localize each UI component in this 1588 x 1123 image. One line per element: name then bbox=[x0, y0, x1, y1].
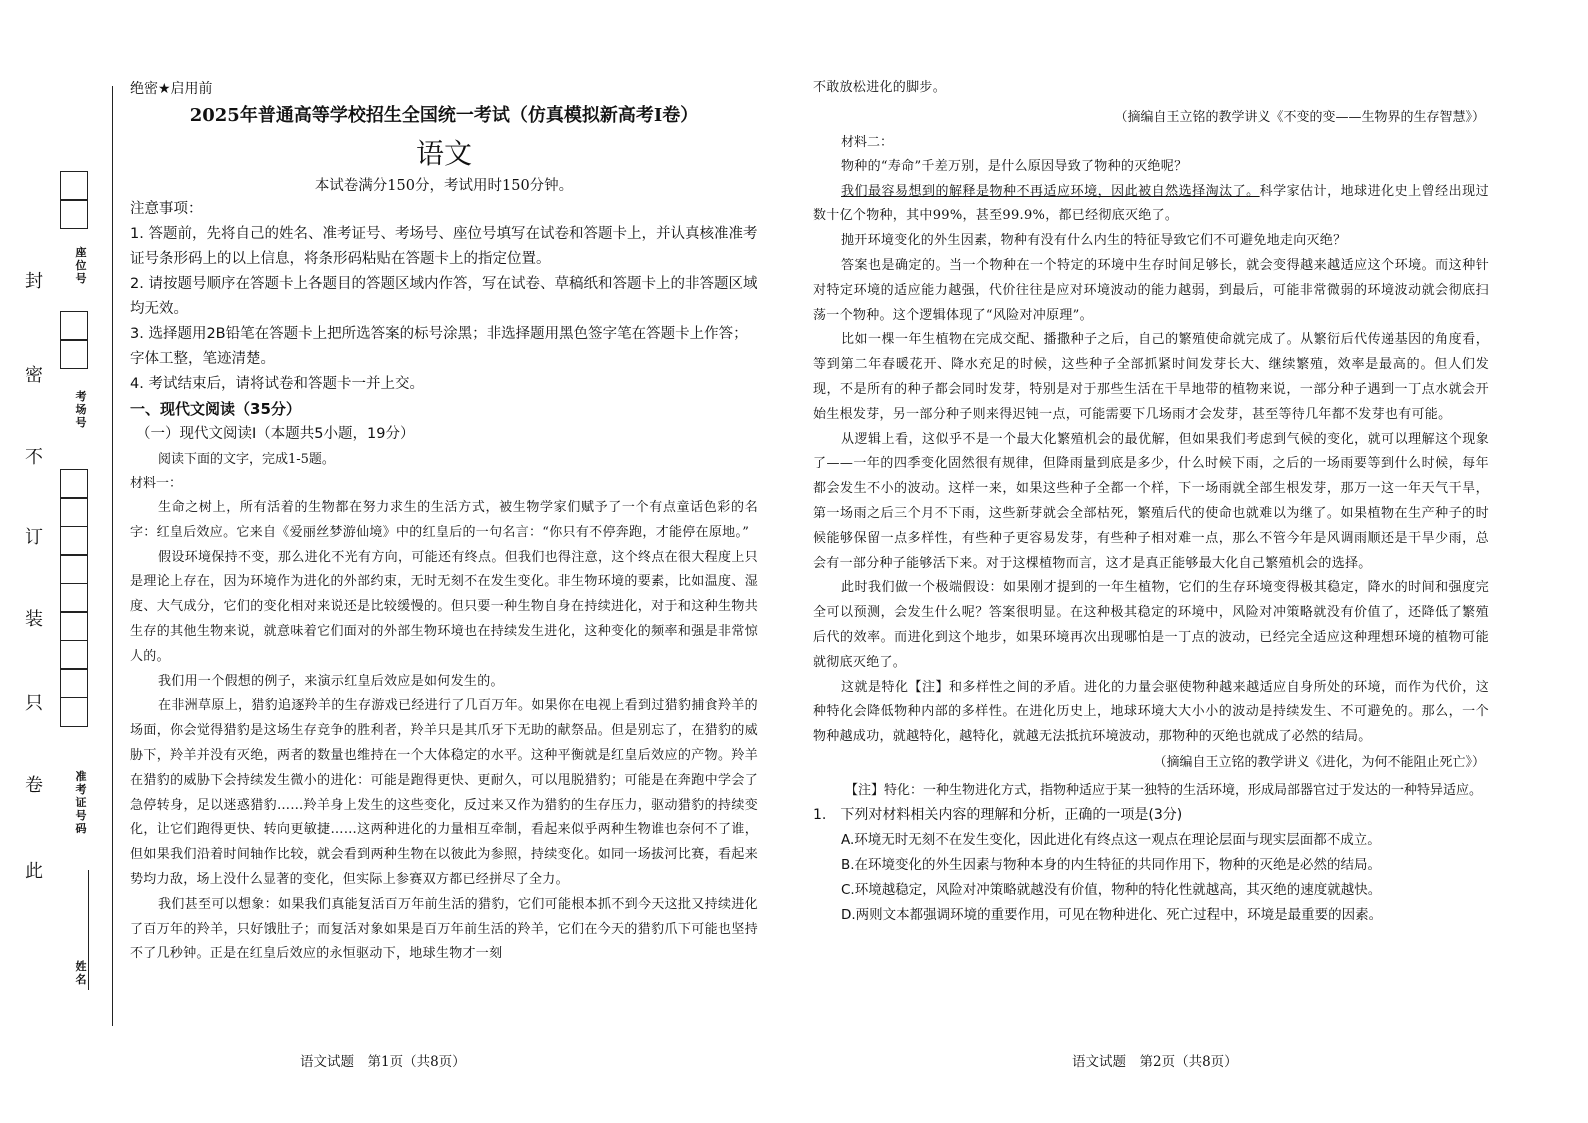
seal-char: 不 bbox=[25, 447, 43, 468]
paragraph: 比如一棵一年生植物在完成交配、播撒种子之后，自己的繁殖使命就完成了。从繁衍后代传递基因的角度看，等到第二年春暖花开、降水充足的时候，这些种子全部抓紧时间发芽长大、继续繁殖，效率是最高的。但人们发现，不是所有的种子都会同时发芽，特别是对于那些生活在干旱地带的植物来说，一部分种子遇到一丁点水就会开始生根发芽，另一部分种子则来得迟钝一点，可能需要下几场雨才会发芽，甚至等待几年都不发芽也有可能。 bbox=[813, 332, 1489, 422]
seal-char: 此 bbox=[25, 861, 43, 882]
input-box[interactable] bbox=[60, 668, 88, 698]
page-footer: 语文试题 第1页（共8页） bbox=[300, 1054, 466, 1070]
footnote: 【注】特化：一种生物进化方式，指物种适应于某一独特的生活环境，形成局部器官过于发达的一种特异适应。 bbox=[845, 782, 1483, 798]
paragraph: 在非洲草原上，猎豹追逐羚羊的生存游戏已经进行了几百万年。如果你在电视上看到过猎豹捕食羚羊的场面，你会觉得猎豹是这场生存竞争的胜利者，羚羊只是其爪牙下无助的献祭品。但是别忘了，在猎豹的威胁下，羚羊并没有灭绝，两者的数量也维持在一个大体稳定的水平。这种平衡就是红皇后效应的产物。羚羊在猎豹的威胁下会持续发生微小的进化：可能是跑得更快、更耐久，可以甩脱猎豹；可能是在奔跑中学会了急停转身，足以迷惑猎豹……羚羊身上发生的这些变化，反过来又作为猎豹的生存压力，驱动猎豹的持续变化，让它们跑得更快、转向更敏捷……这两种进化的力量相互牵制，看起来似乎两种生物谁也奈何不了谁，但如果我们沿着时间轴作比较，就会看到两种生物在以彼此为参照，持续变化。如同一场拔河比赛，看起来势均力敌，场上没什么显著的变化，但实际上参赛双方都已经拼尽了全力。 bbox=[130, 698, 758, 887]
page-1 bbox=[130, 78, 758, 967]
seal-char: 只 bbox=[25, 693, 43, 714]
paragraph bbox=[813, 180, 1489, 230]
id-number-boxes[interactable] bbox=[60, 470, 88, 727]
input-box[interactable] bbox=[60, 583, 88, 613]
subject-title: 语文 bbox=[415, 137, 472, 170]
paragraph: 生命之树上，所有活着的生物都在努力求生的生活方式，被生物学家们赋予了一个有点童话色彩的名字：红皇后效应。它来自《爱丽丝梦游仙境》中的红皇后的一句名言：“你只有不停奔跑，才能停在原地。” bbox=[130, 500, 758, 540]
question-stem: 1. 下列对材料相关内容的理解和分析，正确的一项是(3分) bbox=[813, 806, 1183, 823]
paragraph: 假设环境保持不变，那么进化不光有方向，可能还有终点。但我们也得注意，这个终点在很大程度上只是理论上存在，因为环境作为进化的外部约束，无时无刻不在发生变化。非生物环境的要素，比如温度、湿度、大气成分，它们的变化相对来说还是比较缓慢的。但只要一种生物自身在持续进化，对于和这种生物共生存的其他生物来说，就意味着它们面对的外部生物环境也在持续发生进化，这种变化的频率和强是非常惊人的。 bbox=[130, 549, 758, 664]
source-citation: （摘编自王立铭的教学讲义《不变的变——生物界的生存智慧》） bbox=[1114, 109, 1485, 125]
input-box[interactable] bbox=[60, 199, 88, 229]
seal-char: 封 bbox=[25, 271, 43, 292]
binding-margin bbox=[0, 0, 112, 1123]
name-label: 姓名 bbox=[75, 960, 87, 986]
subsection-heading: （一）现代文阅读Ⅰ（本题共5小题，19分） bbox=[136, 426, 415, 442]
seal-char: 装 bbox=[25, 609, 43, 630]
paragraph: 抛开环境变化的外生因素，物种有没有什么内生的特征导致它们不可避免地走向灭绝？ bbox=[841, 233, 1347, 249]
seat-number-boxes[interactable] bbox=[60, 172, 88, 229]
paragraph-continuation: 不敢放松进化的脚步。 bbox=[813, 80, 947, 95]
exam-title: 2025年普通高等学校招生全国统一考试（仿真模拟新高考Ⅰ卷） bbox=[189, 105, 699, 126]
section-heading: 一、现代文阅读（35分） bbox=[130, 400, 301, 418]
answer-option-b[interactable]: B.在环境变化的外生因素与物种本身的内生特征的共同作用下，物种的灭绝是必然的结局。 bbox=[841, 856, 1382, 873]
room-number-label: 考场号 bbox=[75, 390, 87, 429]
paragraph: 这就是特化【注】和多样性之间的矛盾。进化的力量会驱使物种越来越适应自身所处的环境，而作为代价，这种特化会降低物种内部的多样性。在进化历史上，地球环境大大小小的波动是持续发生、不可避免的。那么，一个物种越成功，就越特化，越特化，就越无法抵抗环境波动，那物种的灭绝也就成了必然的结局。 bbox=[813, 679, 1489, 745]
paragraph: 我们用一个假想的例子，来演示红皇后效应是如何发生的。 bbox=[158, 673, 504, 689]
material-title: 材料二： bbox=[841, 134, 894, 150]
input-box[interactable] bbox=[60, 611, 88, 641]
material-title: 材料一： bbox=[130, 476, 183, 491]
seal-char: 卷 bbox=[25, 775, 43, 796]
page-footer: 语文试题 第2页（共8页） bbox=[1072, 1054, 1238, 1070]
input-box[interactable] bbox=[60, 171, 88, 201]
full-score: 本试卷满分150分，考试用时150分钟。 bbox=[314, 178, 574, 194]
underlined-sentence: 我们最容易想到的解释是物种不再适应环境，因此被自然选择淘汰了。 bbox=[841, 183, 1260, 199]
paragraph: 答案也是确定的。当一个物种在一个特定的环境中生存时间足够长，就会变得越来越适应这个环境。而这种针对特定环境的适应能力越强，代价往往是应对环境波动的能力越弱，到最后，可能非常微弱的环境波动就会彻底扫荡一个物种。这个逻辑体现了“风险对冲原理”。 bbox=[813, 257, 1489, 323]
binding-divider bbox=[112, 86, 113, 1026]
notice-item: 3. 选择题用2B铅笔在答题卡上把所选答案的标号涂黑；非选择题用黑色签字笔在答题卡上作答；字体工整，笔迹清楚。 bbox=[130, 326, 748, 367]
notice-item: 2. 请按题号顺序在答题卡上各题目的答题区域内作答，写在试卷、草稿纸和答题卡上的非答题区域均无效。 bbox=[130, 276, 758, 317]
seal-char: 订 bbox=[25, 527, 43, 548]
answer-option-c[interactable]: C.环境越稳定，风险对冲策略就越没有价值，物种的特化性就越高，其灭绝的速度就越快。 bbox=[841, 881, 1382, 898]
sentence: 科学家估计，地球进化史上曾经出现过数十亿个物种，其中99%，甚至99.9%，都已经彻底灭绝了。 bbox=[813, 183, 1489, 224]
instruction: 阅读下面的文字，完成1-5题。 bbox=[158, 452, 335, 467]
notice-title: 注意事项： bbox=[130, 201, 203, 217]
input-box[interactable] bbox=[60, 497, 88, 527]
input-box[interactable] bbox=[60, 697, 88, 727]
seal-char: 密 bbox=[25, 365, 43, 386]
page-2 bbox=[813, 76, 1489, 928]
paragraph: 此时我们做一个极端假设：如果刚才提到的一年生植物，它们的生存环境变得极其稳定，降水的时间和强度完全可以预测，会发生什么呢？答案很明显。在这种极其稳定的环境中，风险对冲策略就没有价值了，还降低了繁殖后代的效率。而进化到这个地步，如果环境再次出现哪怕是一丁点的波动，已经完全适应这种理想环境的植物可能就彻底灭绝了。 bbox=[813, 580, 1489, 670]
room-number-boxes[interactable] bbox=[60, 312, 88, 369]
input-box[interactable] bbox=[60, 554, 88, 584]
answer-option-d[interactable]: D.两则文本都强调环境的重要作用，可见在物种进化、死亡过程中，环境是最重要的因素。 bbox=[841, 906, 1383, 923]
source-citation: （摘编自王立铭的教学讲义《进化，为何不能阻止死亡》） bbox=[1153, 754, 1485, 770]
confidential-mark: 绝密★启用前 bbox=[130, 81, 213, 97]
paragraph: 物种的“寿命”千差万别，是什么原因导致了物种的灭绝呢？ bbox=[841, 158, 1188, 174]
notice-item: 1. 答题前，先将自己的姓名、准考证号、考场号、座位号填写在试卷和答题卡上，并认真核准准考证号条形码上的以上信息，将条形码粘贴在答题卡上的指定位置。 bbox=[130, 226, 758, 267]
paragraph: 从逻辑上看，这似乎不是一个最大化繁殖机会的最优解，但如果我们考虑到气候的变化，就可以理解这个现象了——一年的四季变化固然很有规律，但降雨量到底是多少，什么时候下雨，之后的一场雨要等到什么时候，每年都会发生不小的波动。这样一来，如果这些种子全都一个样，下一场雨就全部生根发芽，那万一这一年天气干旱，第一场雨之后三个月不下雨，这些新芽就会全部枯死，繁殖后代的使命也就难以为继了。如果植物在生产种子的时候能够保留一点多样性，有些种子更容易发芽，有些种子相对难一点，那么不管今年是风调雨顺还是干旱少雨，总会有一部分种子能够活下来。对于这棵植物而言，这才是真正能够最大化自己繁殖机会的选择。 bbox=[813, 431, 1489, 571]
input-box[interactable] bbox=[60, 311, 88, 341]
input-box[interactable] bbox=[60, 526, 88, 556]
paragraph: 我们甚至可以想象：如果我们真能复活百万年前生活的猎豹，它们可能根本抓不到今天这批又持续进化了百万年的羚羊，只好饿肚子；而复活对象如果是百万年前生活的羚羊，它们在今天的猎豹爪下可能也坚持不了几秒钟。正是在红皇后效应的永恒驱动下，地球生物才一刻 bbox=[130, 896, 758, 962]
seat-number-label: 座位号 bbox=[75, 246, 87, 285]
id-number-label: 准考证号码 bbox=[75, 770, 87, 835]
input-box[interactable] bbox=[60, 339, 88, 369]
notice-item: 4. 考试结束后，请将试卷和答题卡一并上交。 bbox=[130, 376, 424, 392]
answer-option-a[interactable]: A.环境无时无刻不在发生变化，因此进化有终点这一观点在理论层面与现实层面都不成立。 bbox=[841, 831, 1381, 848]
name-line[interactable] bbox=[88, 870, 89, 990]
input-box[interactable] bbox=[60, 640, 88, 670]
input-box[interactable] bbox=[60, 469, 88, 499]
